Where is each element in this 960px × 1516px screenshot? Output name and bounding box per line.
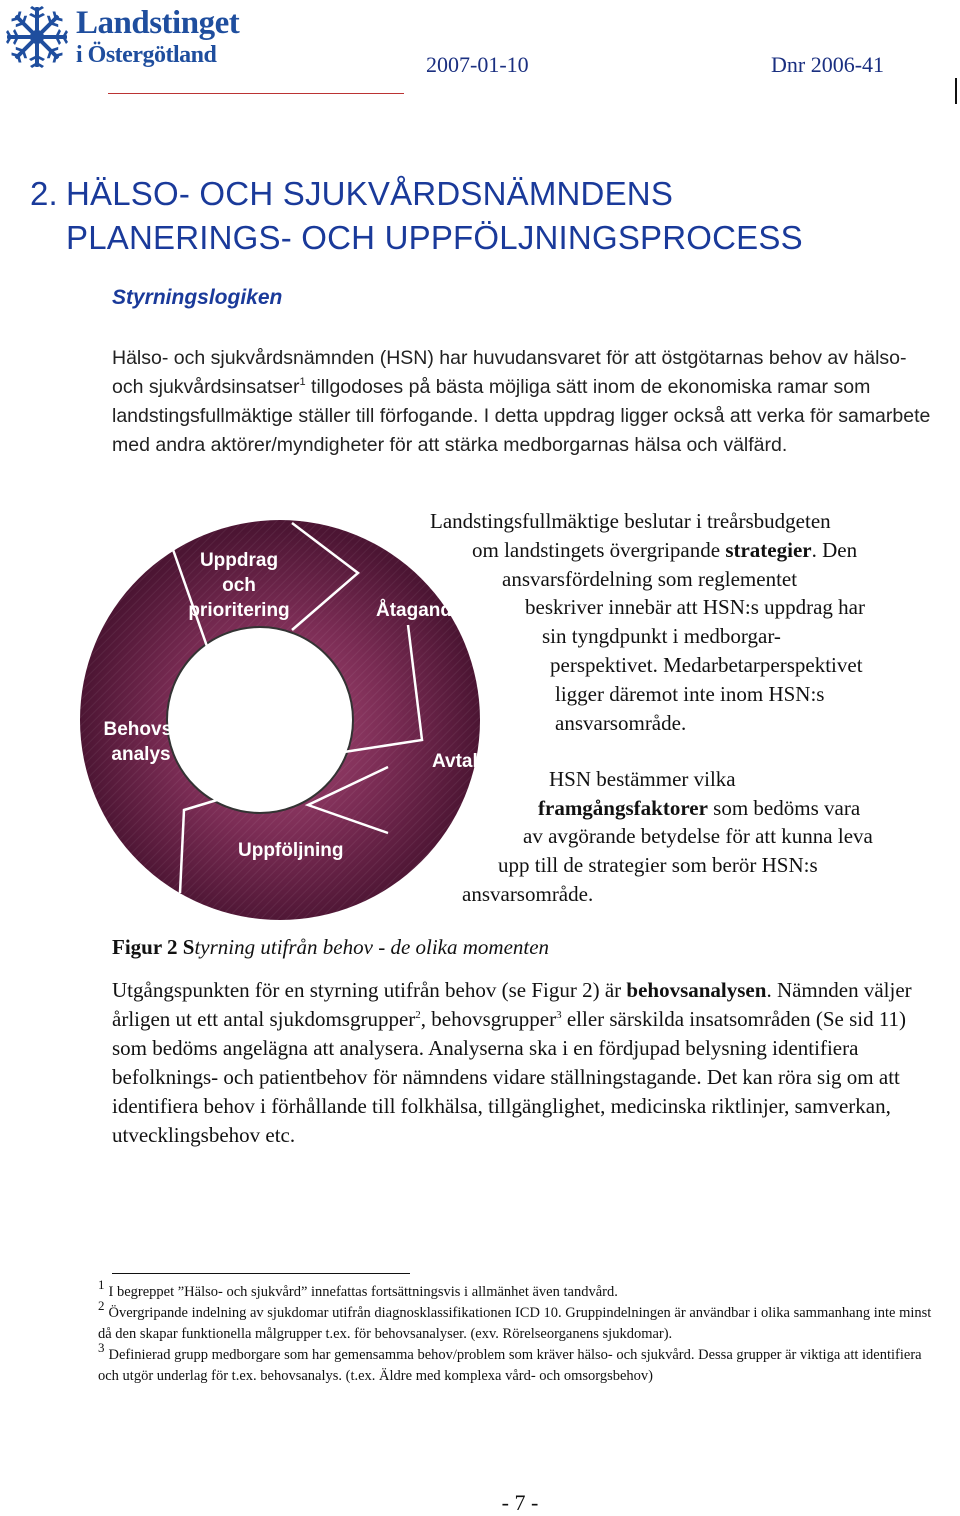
behovsanalys-word-1: Behovs- xyxy=(103,719,179,740)
figure-caption xyxy=(112,935,549,960)
body-paragraph xyxy=(112,976,942,1150)
logo-name-line2: i Östergötland xyxy=(76,42,217,68)
footnote-ref-1: 1 xyxy=(299,376,306,388)
header-rule xyxy=(108,93,404,94)
side-p1-line4: beskriver innebär att HSN:s uppdrag har xyxy=(525,595,865,619)
side-p1-line5: sin tyngdpunkt i medborgar- xyxy=(542,624,781,648)
body-text-3: , behovsgrupper xyxy=(420,1007,557,1031)
side-p2-line2-post: som bedöms vara xyxy=(707,796,861,820)
side-p2-line3: av avgörande betydelse för att kunna leva xyxy=(523,824,873,848)
side-p1-line2-pre: om landstingets övergripande xyxy=(472,538,726,562)
heading-line1: HÄLSO- OCH SJUKVÅRDSNÄMNDENS xyxy=(66,175,674,212)
caption-label: Figur 2 S xyxy=(112,935,195,959)
intro-paragraph xyxy=(112,344,942,460)
snowflake-logo-icon xyxy=(4,4,70,70)
behovsanalysen-bold: behovsanalysen xyxy=(626,978,767,1002)
strategier-bold: strategier xyxy=(725,538,812,562)
body-text-4: eller särskilda insatsområden (Se sid 11) som bedöms angelägna att analysera. Analyserna ska i en fördjupad belysning identifiera befolknings- och patientbehov för nämndens vidare ställningstagande. Det kan röra sig om att identifiera behov i förhållande till folkhälsa, tillgänglighet, medicinska riktlinjer, samverkan, utvecklingsbehov etc. xyxy=(112,1007,907,1147)
diagram-label-atagande: Åtagande xyxy=(376,600,463,621)
page-number: - 7 - xyxy=(501,1490,539,1515)
footnote-3 xyxy=(98,1340,938,1387)
uppdrag-word-1: Uppdrag xyxy=(199,550,279,571)
side-p2-line1: HSN bestämmer vilka xyxy=(549,767,736,791)
heading-number: 2. xyxy=(30,175,58,212)
page-heading xyxy=(30,172,803,260)
caption-text: tyrning utifrån behov - de olika momenten xyxy=(194,935,550,959)
side-p1-line3: ansvarsfördelning som reglementet xyxy=(502,567,798,591)
logo xyxy=(4,4,274,74)
side-p1-line7: ligger däremot inte inom HSN:s xyxy=(555,682,825,706)
footnote-2 xyxy=(98,1298,938,1345)
header-date: 2007-01-10 xyxy=(426,52,529,77)
body-text-1-end: . xyxy=(766,978,772,1002)
heading-line2: PLANERINGS- OCH UPPFÖLJNINGSPROCESS xyxy=(66,219,803,256)
footnote-1-text: I begreppet ”Hälso- och sjukvård” innefattas fortsättningsvis i allmänhet även tandvård. xyxy=(108,1284,618,1300)
footnote-rule xyxy=(112,1273,410,1274)
side-p1-line6: perspektivet. Medarbetarperspektivet xyxy=(550,653,863,677)
logo-name-line1: Landstinget xyxy=(76,5,240,41)
footnote-ref-3: 3 xyxy=(556,1009,562,1021)
intro-text-2: tillgodoses på bästa möjliga sätt inom de ekonomiska ramar som landstingsfullmäktige ställer till förfogande. I detta uppdrag ligger också att verka för samarbete med andra aktörer/myndigheter för att stärka medborgarnas hälsa och välfärd. xyxy=(112,376,931,456)
uppdrag-word-3: prioritering xyxy=(188,600,290,621)
uppdrag-word-2: och xyxy=(222,575,256,596)
body-text-2: Nämnden väljer årligen ut ett antal sjukdomsgrupper xyxy=(112,978,912,1031)
diagram-label-avtal: Avtal xyxy=(432,751,478,772)
margin-bar xyxy=(955,78,957,104)
subheading: Styrningslogiken xyxy=(112,286,283,309)
footnote-ref-2: 2 xyxy=(415,1009,421,1021)
diagram-label-uppfoljning: Uppföljning xyxy=(238,840,344,861)
body-text-1: Utgångspunkten för en styrning utifrån behov (se Figur 2) är xyxy=(112,978,627,1002)
side-p2-line4: upp till de strategier som berör HSN:s xyxy=(498,853,818,877)
behovsanalys-word-2: analys xyxy=(111,744,171,765)
side-p1-line2 xyxy=(472,536,857,565)
footnotes xyxy=(98,1277,938,1387)
footnote-3-number: 3 xyxy=(98,1340,105,1355)
side-p2-line2 xyxy=(538,794,860,823)
diagram-label-uppdrag xyxy=(178,548,300,623)
diagram-label-behovsanalys xyxy=(96,717,186,767)
framgangsfaktorer-bold: framgångsfaktorer xyxy=(538,796,708,820)
intro-text-1: Hälso- och sjukvårdsnämnden (HSN) har huvudansvaret för att östgötarnas behov av hälso- och sjukvårdsinsatser xyxy=(112,347,907,398)
footnote-2-number: 2 xyxy=(98,1298,105,1313)
footnote-1 xyxy=(98,1277,938,1303)
footnote-3-text: Definierad grupp medborgare som har gemensamma behov/problem som kräver hälso- och sjukvård. Dessa grupper är viktiga att identifiera och utgör underlag för t.ex. behovsanalys. (t.ex. Äldre med komplexa vård- och omsorgsbehov) xyxy=(98,1347,922,1384)
header-dnr: Dnr 2006-41 xyxy=(771,52,885,77)
footnote-2-text: Övergripande indelning av sjukdomar utifrån diagnosklassifikationen ICD 10. Gruppindelningen är användbar i olika sammanhang inte minst då den skapar funktionella målgrupper t.ex. för behovsanalyser. (exv. Rörelseorganens sjukdomar). xyxy=(98,1305,932,1342)
side-p1-line1: Landstingsfullmäktige beslutar i treårsbudgeten xyxy=(430,509,831,533)
side-p1-line8: ansvarsområde. xyxy=(555,711,687,735)
side-p1-line2-post: . Den xyxy=(811,538,858,562)
side-p2-line5: ansvarsområde. xyxy=(462,882,594,906)
footnote-1-number: 1 xyxy=(98,1277,105,1292)
